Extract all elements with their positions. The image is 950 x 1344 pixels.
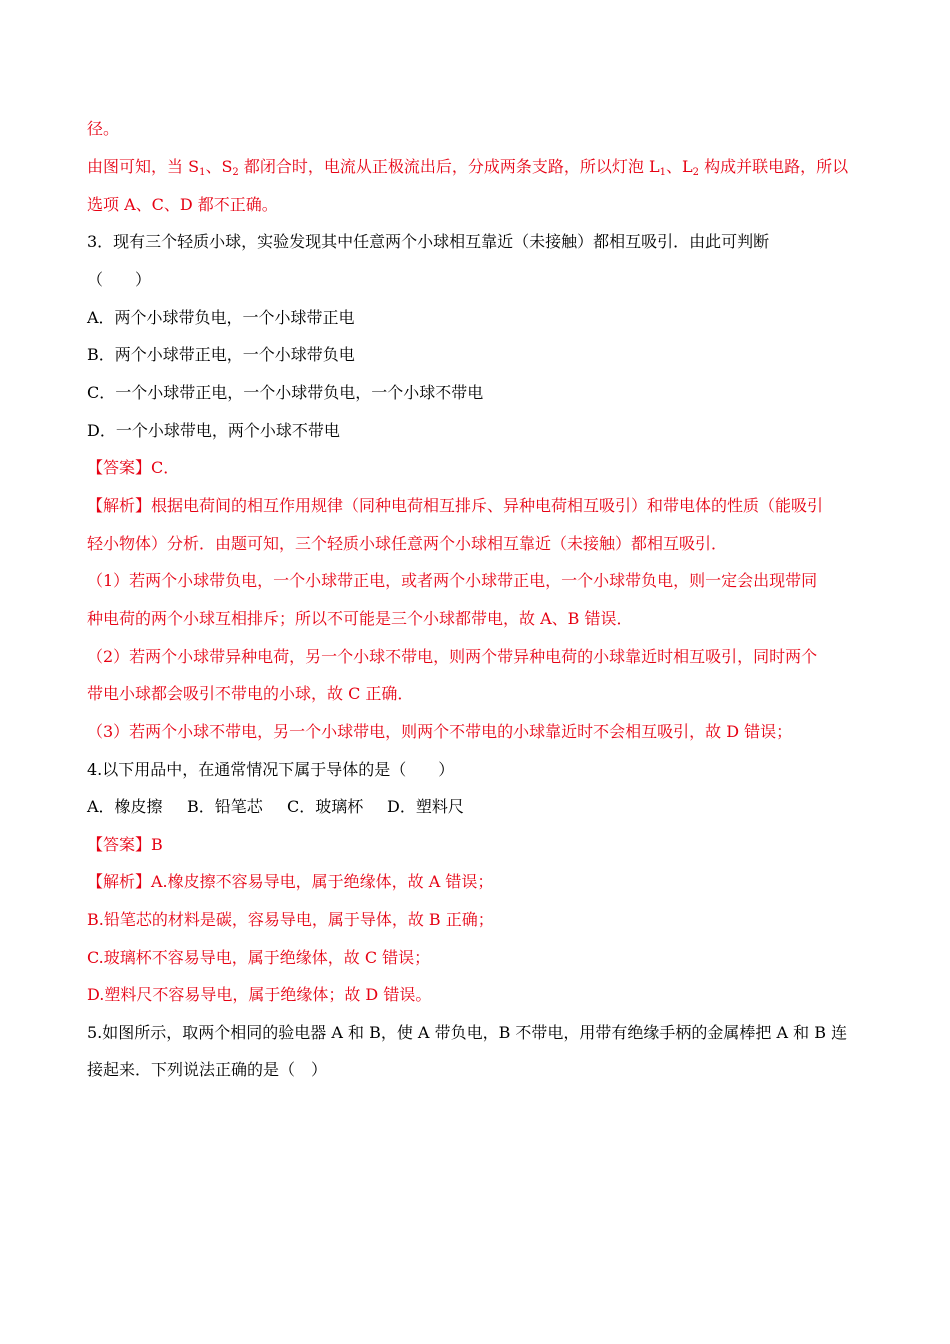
q4-options bbox=[87, 796, 867, 818]
q4-option-c: C．玻璃杯 bbox=[287, 797, 364, 816]
q4-option-d: D．塑料尺 bbox=[387, 797, 464, 816]
q5-stem-line-2: 接起来．下列说法正确的是（ ） bbox=[87, 1060, 328, 1079]
q4-analysis-line-3: C.玻璃杯不容易导电，属于绝缘体，故 C 错误； bbox=[87, 948, 431, 967]
prev-answer-line-1: 径。 bbox=[87, 119, 120, 138]
q5-stem-line-1: 5.如图所示，取两个相同的验电器 A 和 B，使 A 带负电，B 不带电，用带有绝缘手柄的金属棒把 A 和 B 连 bbox=[87, 1023, 848, 1042]
q3-analysis-line-7: （3）若两个小球不带电，另一个小球带电，则两个不带电的小球靠近时不会相互吸引，故 D 错误； bbox=[87, 722, 793, 741]
q4-analysis-line-2: B.铅笔芯的材料是碳，容易导电，属于导体，故 B 正确； bbox=[87, 910, 494, 929]
q3-analysis-line-2: 轻小物体）分析．由题可知，三个轻质小球任意两个小球相互靠近（未接触）都相互吸引． bbox=[87, 534, 728, 553]
q3-option-a: A．两个小球带负电，一个小球带正电 bbox=[87, 308, 355, 327]
q3-analysis-line-4: 种电荷的两个小球互相排斥；所以不可能是三个小球都带电，故 A、B 错误． bbox=[87, 609, 633, 628]
q3-analysis-line-6: 带电小球都会吸引不带电的小球，故 C 正确． bbox=[87, 684, 414, 703]
q4-stem: 4.以下用品中，在通常情况下属于导体的是（ ） bbox=[87, 760, 455, 779]
prev-answer-line-3: 选项 A、C、D 都不正确。 bbox=[87, 195, 278, 214]
q4-analysis-line-1: 【解析】A.橡皮擦不容易导电，属于绝缘体，故 A 错误； bbox=[87, 872, 494, 891]
q4-option-b: B．铅笔芯 bbox=[187, 797, 263, 816]
q3-option-c: C．一个小球带正电，一个小球带负电，一个小球不带电 bbox=[87, 383, 484, 402]
q3-answer: 【答案】C． bbox=[87, 458, 180, 477]
q4-analysis-line-4: D.塑料尺不容易导电，属于绝缘体；故 D 错误。 bbox=[87, 985, 432, 1004]
q3-option-d: D．一个小球带电，两个小球不带电 bbox=[87, 421, 340, 440]
q4-option-a: A．橡皮擦 bbox=[87, 797, 163, 816]
q3-option-b: B．两个小球带正电，一个小球带负电 bbox=[87, 345, 355, 364]
q3-analysis-line-5: （2）若两个小球带异种电荷，另一个小球不带电，则两个带异种电荷的小球靠近时相互吸引，同时两个 bbox=[87, 647, 818, 666]
q3-stem-line-1: 3．现有三个轻质小球，实验发现其中任意两个小球相互靠近（未接触）都相互吸引．由此可判断 bbox=[87, 232, 770, 251]
prev-answer-line-2: 由图可知，当 $S_1$、$S_2$ 都闭合时，电流从正极流出后，分成两条支路，所以灯泡 $L_1$、$L_2$ 构成并联电路，所以 bbox=[87, 157, 849, 178]
q3-analysis-line-3: （1）若两个小球带负电，一个小球带正电，或者两个小球带正电，一个小球带负电，则一定会出现带同 bbox=[87, 571, 818, 590]
q3-stem-line-2: （ ） bbox=[87, 270, 152, 289]
q3-analysis-line-1: 【解析】根据电荷间的相互作用规律（同种电荷相互排斥、异种电荷相互吸引）和带电体的性质（能吸引 bbox=[87, 496, 824, 515]
q4-answer: 【答案】B bbox=[87, 835, 163, 854]
